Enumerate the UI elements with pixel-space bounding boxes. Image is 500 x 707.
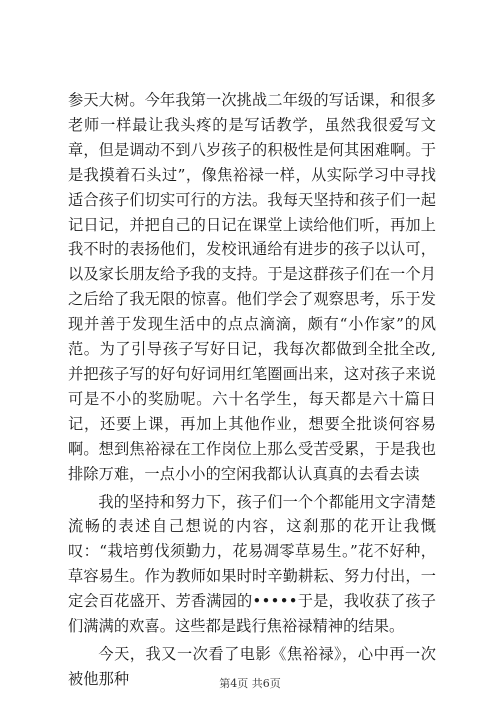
paragraph-2: 我的坚持和努力下，孩子们一个个都能用文字清楚流畅的表述自己想说的内容，这刹那的花开让我慨叹：“栽培剪伐须勤力，花易凋零草易生。”花不好种，草容易生。作为教师如果时时辛勤耕耘、努力付出，一定会百花盛开、芳香满园的•••••于是，我收获了孩子们满满的欢喜。这些都是践行焦裕禄精神的结果。 <box>68 492 436 636</box>
page-number-footer: 第4页 共6页 <box>219 677 281 690</box>
paragraph-1: 参天大树。今年我第一次挑战二年级的写话课，和很多老师一样最让我头疼的是写话教学，虽然我很爱写文章，但是调动不到八岁孩子的积极性是何其困难啊。于是我摸着石头过”，像焦裕禄一样，从实际学习中寻找适合孩子们切实可行的方法。我每天坚持和孩子们一起记日记，并把自己的日记在课堂上读给他们听，再加上我不时的表扬他们，发校讯通给有进步的孩子以认可，以及家长朋友给予我的支持。于是这群孩子们在一个月之后给了我无限的惊喜。他们学会了观察思考，乐于发现并善于发现生活中的点点滴滴，颇有“小作家”的风范。为了引导孩子写好日记，我每次都做到全批全改,并把孩子写的好句好词用红笔圈画出来，这对孩子来说可是不小的奖励呢。六十名学生，每天都是六十篇日记，还要上课，再加上其他作业，想要全批谈何容易啊。想到焦裕禄在工作岗位上那么受苦受累，于是我也排除万难，一点小小的空闲我都认认真真的去看去读 <box>68 91 436 483</box>
paragraph-3: 今天，我又一次看了电影《焦裕禄》，心中再一次被他那种 <box>68 644 436 688</box>
document-body <box>68 88 436 692</box>
